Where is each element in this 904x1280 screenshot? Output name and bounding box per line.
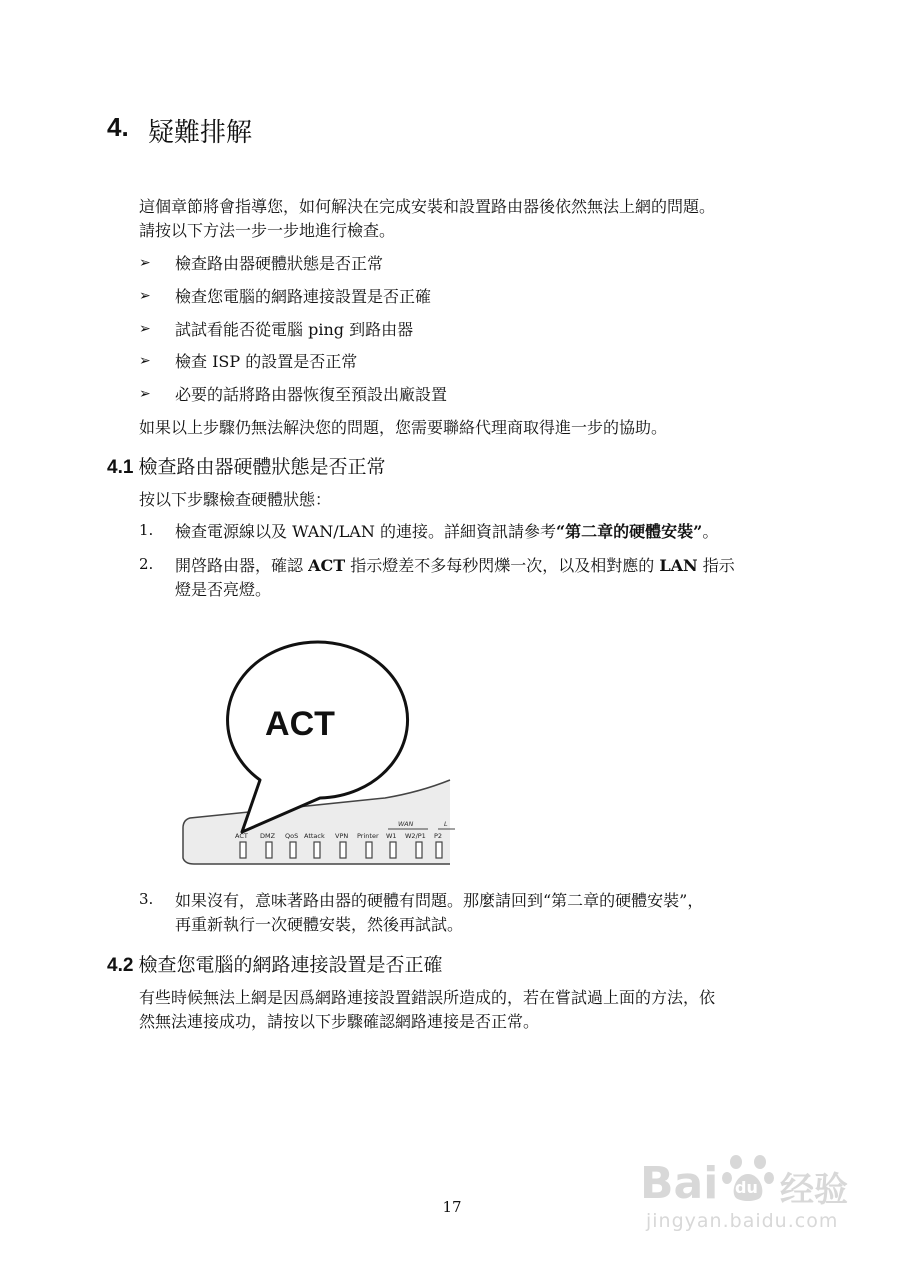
paw-icon	[722, 1152, 774, 1204]
watermark-url: jingyan.baidu.com	[646, 1210, 839, 1232]
section-4-2-line-1: 有些時候無法上網是因爲網路連接設置錯誤所造成的，若在嘗試過上面的方法，依	[139, 988, 716, 1007]
led-label-w2p1: W2/P1	[405, 832, 426, 840]
intro-line-1: 這個章節將會指導您，如何解決在完成安裝和設置路由器後依然無法上網的問題。	[139, 197, 716, 216]
step-number: 1.	[139, 521, 154, 539]
callout-label: ACT	[265, 705, 335, 743]
router-act-figure	[180, 630, 455, 870]
bullet-arrow-icon: ➢	[139, 386, 151, 402]
chapter-title: 疑難排解	[148, 118, 253, 148]
list-item-text: 檢查您電腦的網路連接設置是否正確	[175, 287, 432, 306]
section-4-2-line-2: 然無法連接成功，請按以下步驟確認網路連接是否正常。	[139, 1012, 540, 1031]
step-number: 2.	[139, 555, 154, 573]
list-item	[139, 383, 151, 402]
led-label-attack: Attack	[304, 832, 325, 840]
baidu-jingyan-watermark	[640, 1140, 880, 1240]
list-item-text: 檢查路由器硬體狀態是否正常	[175, 254, 384, 273]
list-item-text: 試試看能否從電腦 ping 到路由器	[175, 320, 414, 339]
watermark-cn: 经验	[780, 1170, 848, 1210]
outro-text: 如果以上步驟仍無法解決您的問題，您需要聯絡代理商取得進一步的協助。	[139, 418, 668, 437]
section-4-1-heading	[107, 452, 386, 479]
wan-label: WAN	[398, 820, 414, 828]
led-label-dmz: DMZ	[260, 832, 276, 840]
watermark-brand: Bai	[640, 1158, 719, 1209]
bullet-arrow-icon: ➢	[139, 321, 151, 337]
step-2-text-c: 指示	[697, 556, 735, 575]
step-2-text-a: 開啓路由器，確認	[175, 556, 309, 575]
list-item-text: 必要的話將路由器恢復至預設出廠設置	[175, 385, 448, 404]
step-3-line-2: 再重新執行一次硬體安裝，然後再試試。	[175, 915, 464, 934]
bullet-arrow-icon: ➢	[139, 255, 151, 271]
step-1-reference: “第二章的硬體安裝”	[555, 522, 703, 541]
section-number: 4.2	[107, 955, 134, 976]
chapter-number: 4.	[107, 112, 129, 142]
led-label-vpn: VPN	[335, 832, 349, 840]
list-item	[139, 318, 151, 337]
bullet-arrow-icon: ➢	[139, 288, 151, 304]
watermark-paw-text: du	[735, 1178, 758, 1197]
led-label-printer: Printer	[357, 832, 379, 840]
lan-label: L	[444, 820, 448, 828]
act-bold: ACT	[308, 556, 346, 575]
step-number: 3.	[139, 890, 154, 908]
led-label-act: ACT	[235, 832, 248, 840]
section-number: 4.1	[107, 457, 134, 478]
led-label-w1: W1	[386, 832, 397, 840]
list-item	[139, 285, 151, 304]
led-label-qos: QoS	[285, 832, 299, 840]
led-label-p2: P2	[434, 832, 443, 840]
router-led-panel-illustration	[180, 630, 455, 870]
section-title: 檢查您電腦的網路連接設置是否正確	[138, 954, 443, 976]
list-item	[139, 252, 151, 271]
lan-bold: LAN	[659, 556, 698, 575]
bullet-arrow-icon: ➢	[139, 353, 151, 369]
step-2-text-b: 指示燈差不多每秒閃爍一次，以及相對應的	[345, 556, 660, 575]
step-2-line-2: 燈是否亮燈。	[175, 580, 272, 599]
section-4-1-intro: 按以下步驟檢查硬體狀態：	[139, 490, 332, 509]
step-1-text-b: 。	[702, 522, 719, 541]
section-4-2-heading	[107, 950, 443, 977]
list-item	[139, 350, 151, 369]
page-number: 17	[442, 1198, 462, 1216]
section-title: 檢查路由器硬體狀態是否正常	[138, 456, 386, 478]
step-2-text	[175, 554, 735, 578]
step-3-line-1: 如果沒有，意味著路由器的硬體有問題。那麼請回到“第二章的硬體安裝”，	[175, 891, 704, 910]
list-item-text: 檢查 ISP 的設置是否正常	[175, 352, 358, 371]
intro-line-2: 請按以下方法一步一步地進行檢查。	[139, 221, 396, 240]
step-1-text	[175, 520, 718, 544]
step-1-text-a: 檢查電源線以及 WAN/LAN 的連接。詳細資訊請參考	[175, 522, 556, 541]
